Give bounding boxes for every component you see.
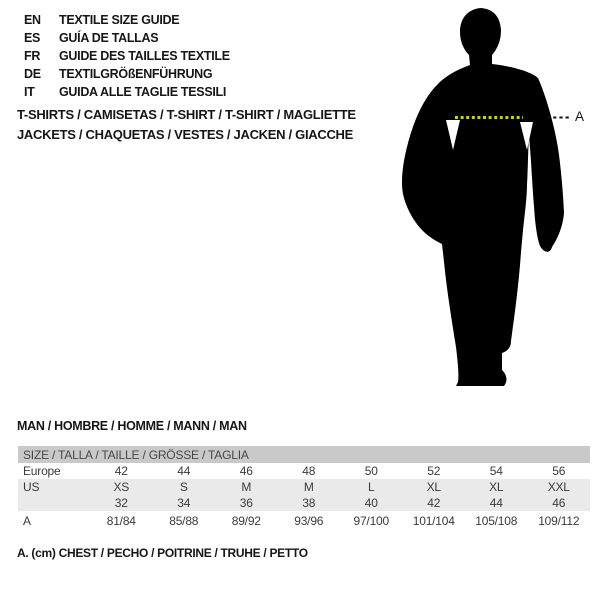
table-cell: 32 (90, 495, 153, 511)
size-table (18, 446, 590, 530)
table-row-europe (18, 463, 590, 479)
language-list (24, 11, 230, 101)
table-cell: 93/96 (294, 513, 324, 528)
product-line-tshirts: T-SHIRTS / CAMISETAS / T-SHIRT / T-SHIRT / MAGLIETTE (17, 107, 356, 122)
table-cell: 105/108 (475, 513, 518, 528)
table-cell: 42 (114, 464, 128, 478)
row-label (18, 495, 90, 511)
table-cell: 48 (302, 464, 316, 478)
table-row-chest-cm (18, 511, 590, 530)
table-row-us-numeric (18, 495, 590, 511)
table-cell: 36 (215, 495, 278, 511)
table-cell: 44 (177, 464, 191, 478)
measure-footnote: A. (cm) CHEST / PECHO / POITRINE / TRUHE / PETTO (17, 546, 308, 560)
table-cell: 56 (552, 464, 566, 478)
language-code: DE (24, 67, 41, 81)
table-header-label: SIZE / TALLA / TAILLE / GRÖSSE / TAGLIA (18, 446, 590, 463)
row-label: A (23, 513, 31, 528)
table-cell: 85/88 (169, 513, 199, 528)
table-cell: 50 (364, 464, 378, 478)
section-title-man: MAN / HOMBRE / HOMME / MANN / MAN (17, 419, 247, 433)
language-label: GUIDA ALLE TAGLIE TESSILI (59, 85, 227, 99)
table-cell: XL (403, 479, 466, 495)
language-code: IT (24, 85, 35, 99)
table-cell: 34 (153, 495, 216, 511)
language-code: FR (24, 49, 41, 63)
product-line-jackets: JACKETS / CHAQUETAS / VESTES / JACKEN / GIACCHE (17, 127, 353, 142)
language-row-en (24, 11, 230, 29)
language-label: TEXTILGRÖßENFÜHRUNG (59, 67, 213, 81)
table-cell: 109/112 (538, 513, 580, 528)
language-row-it (24, 83, 230, 101)
language-row-fr (24, 47, 230, 65)
language-label: TEXTILE SIZE GUIDE (59, 13, 180, 27)
table-cell: 89/92 (231, 513, 261, 528)
table-cell: 52 (427, 464, 441, 478)
table-cell: 38 (278, 495, 341, 511)
table-cell: 46 (239, 464, 253, 478)
language-label: GUIDE DES TAILLES TEXTILE (59, 49, 230, 63)
row-label: US (18, 479, 90, 495)
table-cell: 42 (403, 495, 466, 511)
table-cell: 46 (528, 495, 591, 511)
table-cell: 101/104 (412, 513, 455, 528)
language-row-de (24, 65, 230, 83)
table-cell: XL (465, 479, 528, 495)
table-header-row (18, 446, 590, 463)
language-row-es (24, 29, 230, 47)
language-code: ES (24, 31, 41, 45)
row-label: Europe (23, 464, 61, 478)
language-code: EN (24, 13, 41, 27)
table-row-us (18, 479, 590, 495)
table-cell: 40 (340, 495, 403, 511)
language-label: GUÍA DE TALLAS (59, 31, 159, 45)
product-categories (17, 105, 356, 145)
table-cell: M (278, 479, 341, 495)
table-cell: 81/84 (106, 513, 136, 528)
table-cell: 44 (465, 495, 528, 511)
table-cell: S (153, 479, 216, 495)
table-cell: L (340, 479, 403, 495)
table-cell: M (215, 479, 278, 495)
table-cell: XS (90, 479, 153, 495)
table-cell: 97/100 (353, 513, 389, 528)
table-cell: XXL (528, 479, 591, 495)
table-cell: 54 (489, 464, 503, 478)
man-silhouette-icon (395, 0, 600, 400)
measure-label-a: A (575, 109, 584, 124)
